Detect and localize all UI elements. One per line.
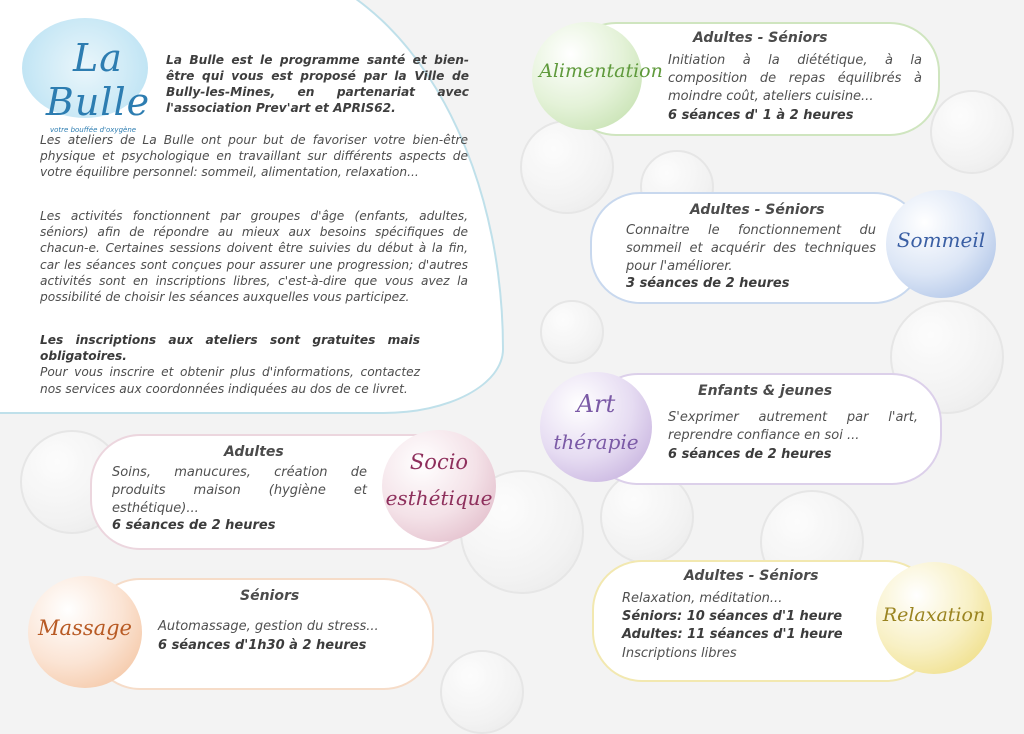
activity-card-sommeil xyxy=(590,192,924,304)
activity-audience: Adultes - Séniors xyxy=(693,30,828,46)
logo-title: La Bulle xyxy=(45,36,151,124)
activity-audience: Adultes xyxy=(224,444,284,460)
activity-description: Connaitre le fonctionnement du sommeil et acquérir des techniques pour l'améliorer. xyxy=(626,223,876,274)
contact-note: Pour vous inscrire et obtenir plus d'informations, contactez nos services aux coordonnées indiquées au dos de ce livret. xyxy=(40,365,420,396)
la-bulle-logo xyxy=(22,18,151,134)
activity-description: Automassage, gestion du stress... xyxy=(158,619,379,634)
bg-bubble xyxy=(930,90,1014,174)
activity-description: Relaxation, méditation... xyxy=(622,591,783,606)
logo-tagline: votre bouffée d'oxygène xyxy=(50,126,137,134)
activity-sessions: 6 séances d'1h30 à 2 heures xyxy=(158,638,367,653)
registration-note: Les inscriptions aux ateliers sont gratuites mais obligatoires. xyxy=(40,333,420,364)
activity-name-sommeil: Sommeil xyxy=(896,228,986,252)
intro-lead: La Bulle est le programme santé et bien-être qui vous est proposé par la Ville de Bully-les-Mines, en partenariat avec l'association Prev'art et APRIS62. xyxy=(166,53,469,115)
socio-esthetique-bubble-icon xyxy=(382,430,496,542)
activity-sessions: 3 séances de 2 heures xyxy=(626,276,790,291)
activity-name-socio: Socio xyxy=(409,450,469,474)
relaxation-bubble-icon xyxy=(876,562,992,674)
activity-sessions: 6 séances de 2 heures xyxy=(668,447,832,462)
relaxation-seniors-sessions: Séniors: 10 séances d'1 heure xyxy=(622,609,843,624)
art-therapie-bubble-icon xyxy=(540,372,652,482)
massage-bubble-icon xyxy=(28,576,142,688)
activity-audience: Séniors xyxy=(240,588,300,604)
activity-audience: Enfants & jeunes xyxy=(698,383,833,399)
activity-audience: Adultes - Séniors xyxy=(690,202,825,218)
activity-description: S'exprimer autrement par l'art, reprendre confiance en soi ... xyxy=(668,410,918,443)
intro-paragraph-2: Les activités fonctionnent par groupes d'âge (enfants, adultes, séniors) afin de répondre au mieux aux besoins spécifiques de chacun-e. Certaines sessions doivent être suivies du début à la fin, car les séances sont conçues pour assurer une progression; d'autres activités sont en inscriptions libres, c'est-à-dire que vous avez la possibilité de choisir les séances auxquelles vous participez. xyxy=(40,209,468,305)
activity-name-massage: Massage xyxy=(38,616,132,640)
sommeil-bubble-icon xyxy=(886,190,996,298)
relaxation-adults-sessions: Adultes: 11 séances d'1 heure xyxy=(622,627,843,642)
activity-name-alimentation: Alimentation xyxy=(539,60,663,82)
bg-bubble xyxy=(440,650,524,734)
alimentation-bubble-icon xyxy=(532,22,663,130)
activity-description: Soins, manucures, création de produits maison (hygiène et esthétique)... xyxy=(112,465,367,516)
intro-paragraph-3 xyxy=(40,332,420,397)
bg-bubble xyxy=(540,300,604,364)
activity-name-therapie: thérapie xyxy=(553,430,639,454)
bg-bubble xyxy=(520,120,614,214)
activity-sessions: 6 séances d' 1 à 2 heures xyxy=(668,108,854,123)
relaxation-free-registration: Inscriptions libres xyxy=(622,646,737,661)
activity-sessions: 6 séances de 2 heures xyxy=(112,518,276,533)
activity-name-art: Art xyxy=(576,390,616,418)
intro-paragraph-1: Les ateliers de La Bulle ont pour but de favoriser votre bien-être physique et psychologique en travaillant sur différents aspects de votre équilibre personnel: sommeil, alimentation, relaxation... xyxy=(40,133,468,180)
activity-name-relaxation: Relaxation xyxy=(882,604,986,626)
activity-description: Initiation à la diététique, à la composition de repas équilibrés à moindre coût, ateliers cuisine... xyxy=(668,53,922,104)
activity-name-esthetique: esthétique xyxy=(385,486,493,510)
activity-audience: Adultes - Séniors xyxy=(684,568,819,584)
